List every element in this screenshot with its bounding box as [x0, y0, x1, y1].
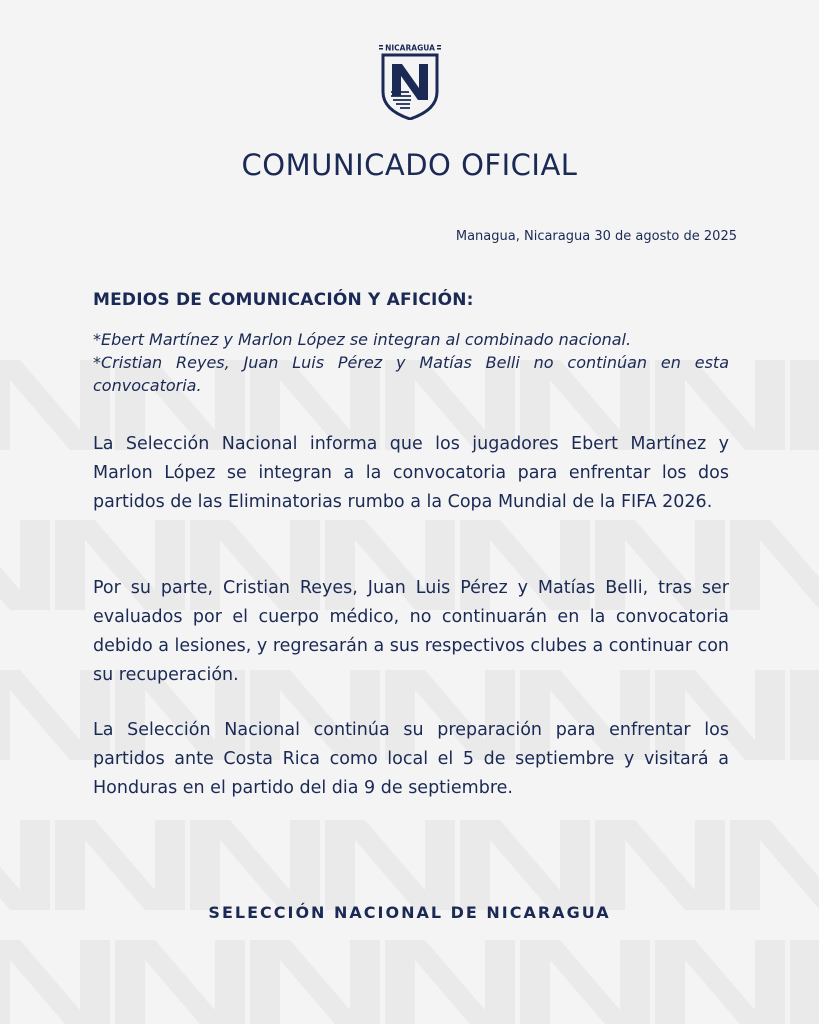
summary-item: *Cristian Reyes, Juan Luis Pérez y Matías Belli no continúan en esta convocatoria. — [93, 353, 729, 395]
summary-list — [93, 328, 729, 397]
dateline: Managua, Nicaragua 30 de agosto de 2025 — [455, 229, 737, 244]
signature: SELECCIÓN NACIONAL DE NICARAGUA — [208, 903, 611, 922]
body-paragraph: La Selección Nacional continúa su preparación para enfrentar los partidos ante Costa Rica como local el 5 de septiembre y visitará a Honduras en el partido del dia 9 de septiembre. — [93, 720, 729, 798]
summary-item: *Ebert Martínez y Marlon López se integran al combinado nacional. — [93, 330, 632, 349]
page-title: COMUNICADO OFICIAL — [241, 148, 578, 182]
section-heading: MEDIOS DE COMUNICACIÓN Y AFICIÓN: — [93, 290, 474, 310]
svg-text:NICARAGUA: NICARAGUA — [385, 43, 435, 53]
nicaragua-crest-logo — [379, 42, 441, 120]
body-paragraph: Por su parte, Cristian Reyes, Juan Luis Pérez y Matías Belli, tras ser evaluados por el cuerpo médico, no continuarán en la convocatoria debido a lesiones, y regresarán a sus respectivos clubes a continuar con su recuperación. — [93, 578, 729, 685]
body-paragraph: La Selección Nacional informa que los jugadores Ebert Martínez y Marlon López se integran a la convocatoria para enfrentar los dos partidos de las Eliminatorias rumbo a la Copa Mundial de la FIFA 2026. — [93, 434, 729, 512]
